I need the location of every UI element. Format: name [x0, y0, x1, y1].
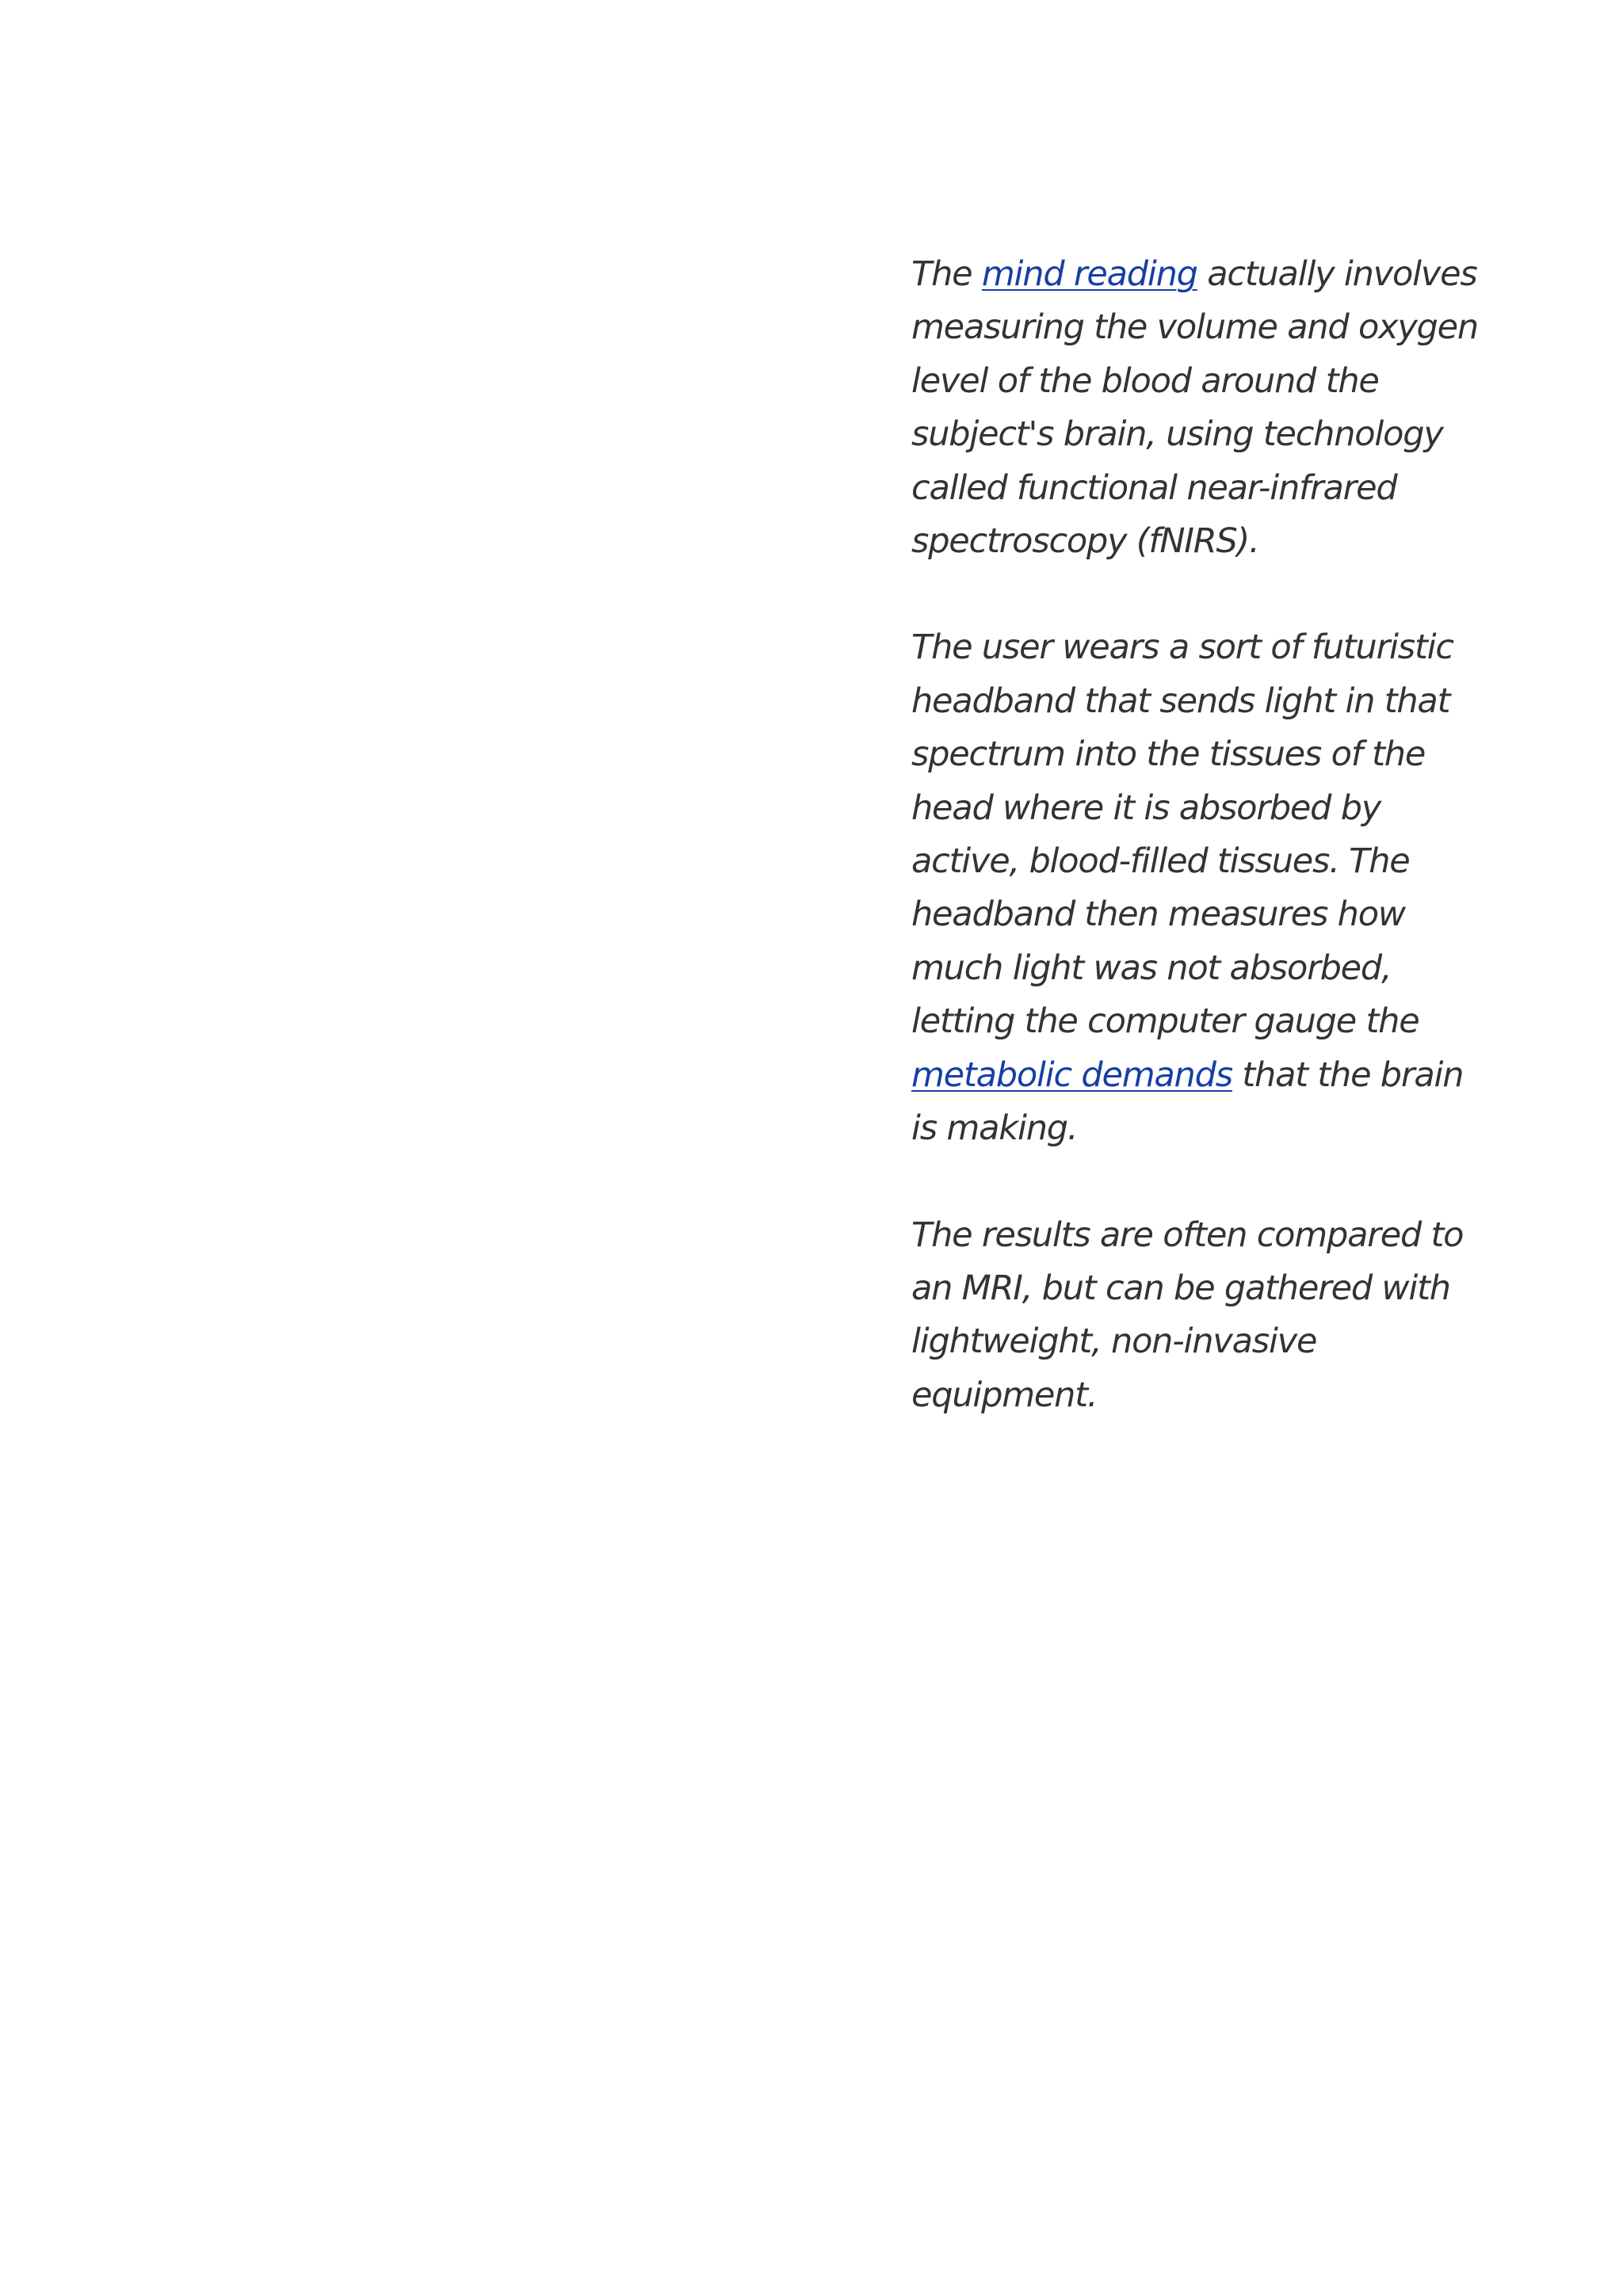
- paragraph-text: actually involves measuring the volume and oxygen level of the blood around the subject's brain, using technology called functional near-infrared spectroscopy (fNIRS).: [911, 254, 1478, 562]
- mind-reading-link[interactable]: mind reading: [981, 254, 1197, 294]
- paragraph-headband: [911, 621, 1482, 1155]
- paragraph-text: that the brain is making.: [911, 1055, 1464, 1149]
- paragraph-mind-reading: [911, 248, 1482, 568]
- article-text-column: [911, 248, 1482, 1422]
- paragraph-text: The results are often compared to an MRI, but can be gathered with lightweight, non-invasive equipment.: [911, 1215, 1464, 1415]
- metabolic-demands-link[interactable]: metabolic demands: [911, 1055, 1232, 1095]
- paragraph-mri-comparison: [911, 1209, 1482, 1423]
- paragraph-text: The: [911, 254, 982, 294]
- paragraph-text: The user wears a sort of futuristic headband that sends light in that spectrum into the tissues of the head where it is absorbed by active, blood-filled tissues. The headband then measures how much light was not absorbed, letting the computer gauge the: [911, 627, 1453, 1042]
